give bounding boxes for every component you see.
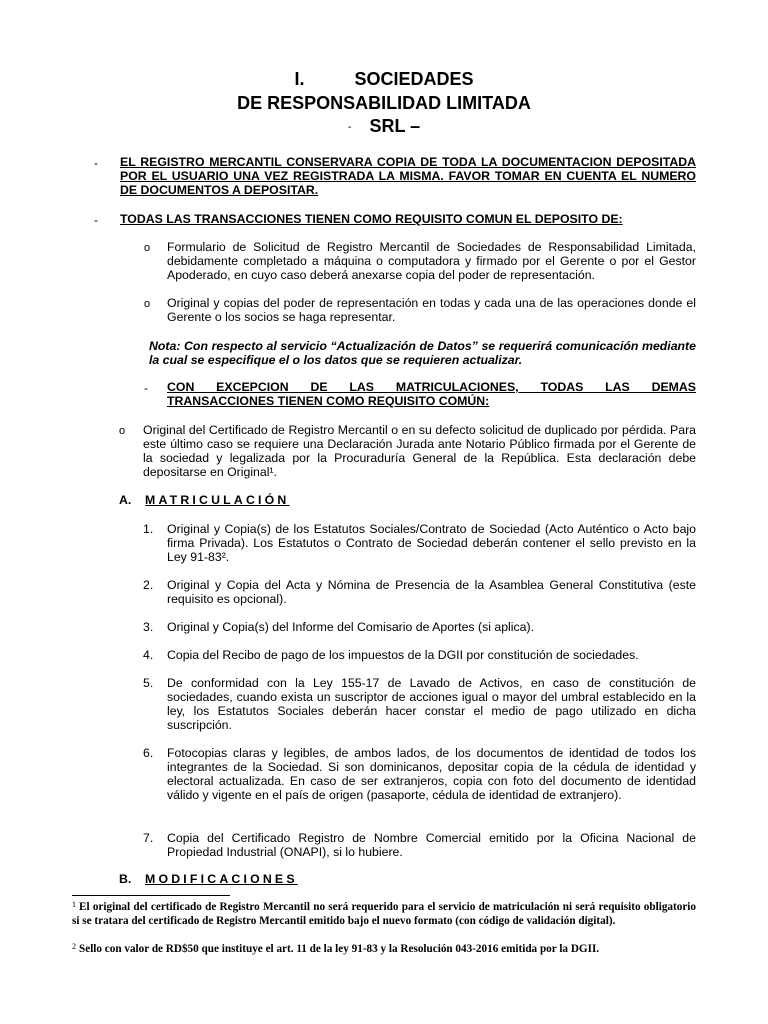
list-item: Original y Copia(s) del Informe del Comisario de Aportes (si aplica). [167, 620, 535, 634]
title-dash: - [347, 121, 352, 134]
item-number: 2. [143, 578, 154, 592]
footnote-1-mark: 1 [72, 900, 76, 909]
requirement-power-of-attorney: Original y copias del poder de representación en todas y cada una de las operaciones donde el Gerente o los socios se haga representar. [167, 296, 696, 324]
title-line-1 [0, 68, 768, 90]
footnote-2-mark: 2 [72, 942, 76, 951]
archive-notice: EL REGISTRO MERCANTIL CONSERVARA COPIA DE TODA LA DOCUMENTACION DEPOSITADA POR EL USUARIO UNA VEZ REGISTRADA LA MISMA. FAVOR TOMAR EN CUENTA EL NUMERO DE DOCUMENTOS A DEPOSITAR. [120, 155, 696, 197]
list-item: Original y Copia del Acta y Nómina de Presencia de la Asamblea General Constitutiva (este requisito es opcional). [167, 578, 696, 606]
title-line-2: DE RESPONSABILIDAD LIMITADA [237, 93, 531, 113]
item-number: 1. [143, 522, 154, 536]
list-item: Original y Copia(s) de los Estatutos Sociales/Contrato de Sociedad (Acto Auténtico o Acto bajo firma Privada). Los Estatutos o Contrato de Sociedad deberán contener el sello previsto en la Ley 91-83². [167, 522, 696, 564]
footnote-separator [72, 895, 230, 896]
circle-bullet-icon: o [144, 298, 151, 310]
requirement-certificate: Original del Certificado de Registro Mercantil o en su defecto solicitud de duplicado por pérdida. Para este último caso se requiere una Declaración Jurada ante Notario Público firmada por el Gerente de la sociedad y legalizada por la Procuraduría General de la República. Esta declaración debe depositarse en Original¹. [143, 423, 696, 479]
list-item: Fotocopias claras y legibles, de ambos lados, de los documentos de identidad de todos los integrantes de la Sociedad. Si son dominicanos, depositar copia de la cédula de identidad y electoral actualizada. En caso de ser extranjeros, copia con foto del documento de identidad válido y vigente en el país de origen (pasaporte, cédula de identidad de extranjero). [167, 746, 696, 802]
circle-bullet-icon: o [119, 425, 126, 437]
item-number: 4. [143, 648, 154, 662]
common-requirement-heading: TODAS LAS TRANSACCIONES TIENEN COMO REQUISITO COMUN EL DEPOSITO DE: [120, 212, 623, 226]
footnote-1 [72, 898, 696, 928]
section-b-heading [119, 872, 298, 886]
item-number: 6. [143, 746, 154, 760]
exception-heading-line-2: TRANSACCIONES TIENEN COMO REQUISITO COMÚN: [167, 394, 490, 408]
list-item: Copia del Certificado Registro de Nombre Comercial emitido por la Oficina Nacional de Propiedad Industrial (ONAPI), si lo hubiere. [167, 831, 696, 859]
list-item: De conformidad con la Ley 155-17 de Lavado de Activos, en caso de constitución de sociedades, cuando exista un suscriptor de acciones igual o mayor del umbral establecido en la ley, los Estatutos Sociales deberán hacer constar el medio de pago utilizado en dicha suscripción. [167, 676, 696, 732]
exception-heading-line-1: CON EXCEPCION DE LAS MATRICULACIONES, TODAS LAS DEMAS [167, 380, 696, 394]
footnote-2 [72, 940, 696, 956]
title-srl: SRL – [369, 116, 421, 136]
title-line-3 [0, 115, 768, 138]
section-b-title: MODIFICACIONES [145, 872, 298, 886]
section-b-letter: B. [119, 872, 132, 886]
section-a-letter: A. [119, 493, 132, 507]
footnote-2-text: Sello con valor de RD$50 que instituye el art. 11 de la ley 91-83 y la Resolución 043-2016 emitida por la DGII. [79, 943, 600, 955]
section-a-heading [119, 493, 290, 507]
circle-bullet-icon: o [144, 242, 151, 254]
footnote-1-text: El original del certificado de Registro Mercantil no será requerido para el servicio de matriculación ni será requisito obligatorio si se tratara del certificado de Registro Mercantil emitido bajo el nuevo formato (con código de validación digital). [72, 901, 696, 927]
requirement-form: Formulario de Solicitud de Registro Mercantil de Sociedades de Responsabilidad Limitada, debidamente completado a máquina o computadora y firmado por el Gerente o por el Gestor Apoderado, en cuyo caso deberá anexarse copia del poder de representación. [167, 240, 696, 282]
title-sociedades: SOCIEDADES [354, 69, 474, 89]
item-number: 3. [143, 620, 154, 634]
dash-marker: - [94, 156, 98, 170]
dash-marker: - [144, 381, 148, 395]
title-numeral: I. [294, 69, 305, 89]
item-number: 7. [143, 831, 154, 845]
item-number: 5. [143, 676, 154, 690]
section-a-title: MATRICULACIÓN [145, 493, 290, 507]
list-item: Copia del Recibo de pago de los impuestos de la DGII por constitución de sociedades. [167, 648, 639, 662]
note-update-data: Nota: Con respecto al servicio “Actualización de Datos” se requerirá comunicación mediante la cual se especifique el o los datos que se requieren actualizar. [149, 339, 696, 367]
dash-marker: - [94, 213, 98, 227]
